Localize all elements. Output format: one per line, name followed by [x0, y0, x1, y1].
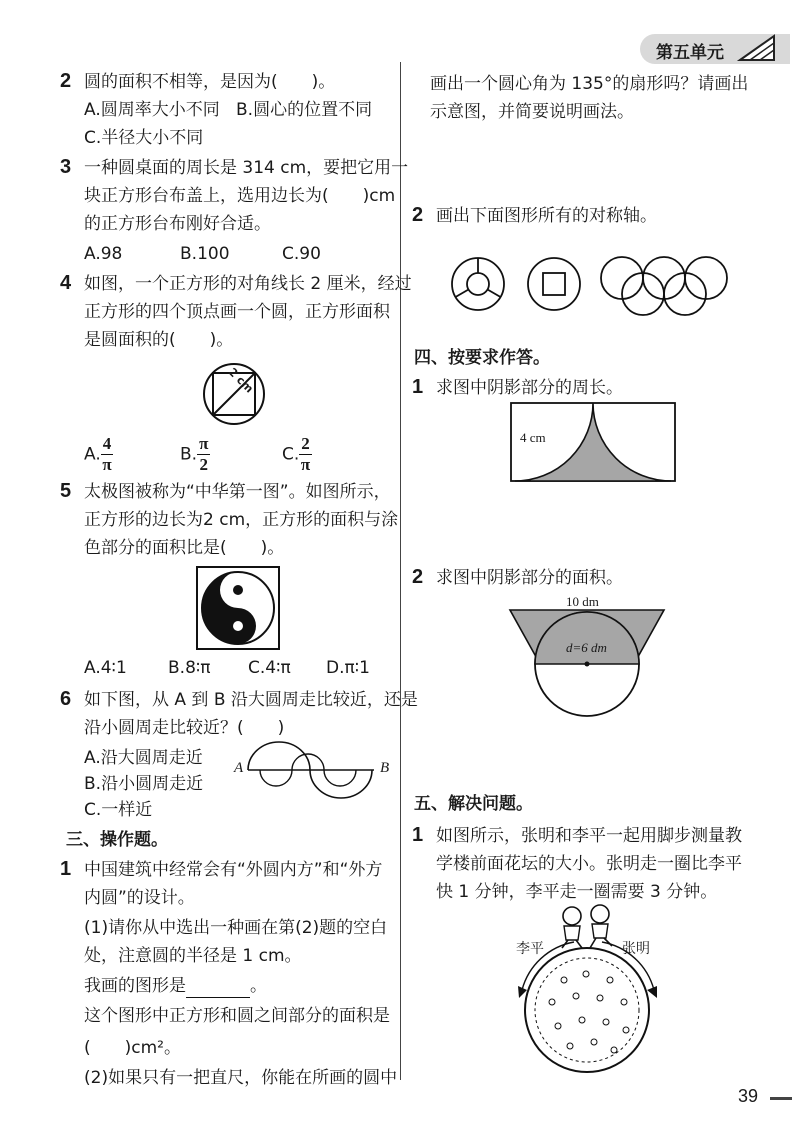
q5-number: 5	[60, 480, 72, 502]
q2-option-b: B.圆心的位置不同	[236, 100, 373, 120]
r2-diameter-label: d=6 dm	[566, 640, 607, 655]
triangle-ruler-icon	[738, 34, 778, 62]
q3-line3: 的正方形台布刚好合适。	[84, 214, 271, 234]
two-kids-icon	[554, 904, 624, 950]
op1-number: 1	[60, 858, 72, 880]
q6-option-b: B.沿小圆周走近	[84, 774, 204, 794]
q5-line1: 太极图被称为“中华第一图”。如图所示，	[84, 482, 391, 502]
column-divider	[400, 62, 401, 1080]
q3-option-c: C.90	[282, 244, 321, 264]
q6-point-a: A	[234, 760, 244, 776]
q4-option-a	[84, 434, 113, 478]
q6-option-c: C.一样近	[84, 800, 153, 820]
q6-line2: 沿小圆周走比较近？( )	[84, 718, 285, 738]
q3-number: 3	[60, 156, 72, 178]
p1-line2: 学楼前面花坛的大小。张明走一圈比李平	[436, 854, 742, 874]
op2-number: 2	[412, 204, 424, 226]
q5-taiji-figure	[196, 566, 280, 650]
q4-line1: 如图，一个正方形的对角线长 2 厘米，经过	[84, 274, 412, 294]
q4-option-b-numerator: π	[199, 434, 209, 453]
q4-option-a-fraction	[101, 434, 114, 475]
q6-option-a: A.沿大圆周走近	[84, 748, 203, 768]
q3-line1: 一种圆桌面的周长是 314 cm，要把它用一	[84, 158, 409, 178]
q6-arcs-figure	[246, 742, 376, 802]
q5-option-d: D.π∶1	[326, 658, 370, 678]
q5-option-b: B.8∶π	[168, 658, 211, 678]
q4-option-b-denominator: 2	[199, 455, 208, 474]
name-left-label: 李平	[516, 941, 544, 957]
op1-line5-prefix: 我画的图形是	[84, 976, 186, 996]
q4-option-c-fraction	[299, 434, 312, 475]
r2-top-label: 10 dm	[566, 594, 599, 609]
op2-text: 画出下面图形所有的对称轴。	[436, 206, 657, 226]
q4-figure-label: 2 cm	[225, 365, 256, 396]
q2-stem: 圆的面积不相等，是因为( )。	[84, 72, 336, 92]
op1-line7: ( )cm²。	[84, 1038, 181, 1058]
p1-line3: 快 1 分钟，李平走一圈需要 3 分钟。	[436, 882, 718, 902]
p1-number: 1	[412, 824, 424, 846]
section-3-title: 三、操作题。	[66, 830, 168, 850]
q4-option-c-numerator: 2	[301, 434, 310, 453]
q3-option-a: A.98	[84, 244, 123, 264]
q2-option-a: A.圆周率大小不同	[84, 100, 220, 120]
op1-line8: (2)如果只有一把直尺，你能在所画的圆中	[84, 1068, 398, 1088]
q4-option-b	[180, 434, 210, 478]
r1-figure-label: 4 cm	[520, 430, 546, 445]
op1-line4: 处，注意圆的半径是 1 cm。	[84, 946, 302, 966]
q4-option-c	[282, 434, 312, 478]
q2-number: 2	[60, 70, 72, 92]
q4-option-c-prefix: C.	[282, 444, 300, 465]
q5-line2: 正方形的边长为2 cm，正方形的面积与涂	[84, 510, 399, 530]
name-right-label: 张明	[622, 941, 650, 957]
q6-point-b: B	[380, 760, 390, 776]
op1-line2: 内圆”的设计。	[84, 888, 195, 908]
q5-option-a: A.4∶1	[84, 658, 127, 678]
r1-text: 求图中阴影部分的周长。	[436, 378, 623, 398]
unit-label: 第五单元	[656, 43, 724, 63]
op1-line1: 中国建筑中经常会有“外圆内方”和“外方	[84, 860, 383, 880]
op1-line5-suffix: 。	[250, 976, 267, 996]
q4-option-b-fraction	[197, 434, 210, 475]
page-number: 39	[738, 1086, 759, 1106]
q4-number: 4	[60, 272, 72, 294]
op1-line6: 这个图形中正方形和圆之间部分的面积是	[84, 1006, 390, 1026]
q4-line2: 正方形的四个顶点画一个圆，正方形面积	[84, 302, 390, 322]
q4-line3: 是圆面积的( )。	[84, 330, 234, 350]
symmetry-shapes-figure	[450, 254, 760, 318]
q2-option-c: C.半径大小不同	[84, 128, 204, 148]
continued-line1: 画出一个圆心角为 135°的扇形吗？请画出	[430, 74, 749, 94]
q5-line3: 色部分的面积比是( )。	[84, 538, 285, 558]
q4-option-b-prefix: B.	[180, 444, 198, 465]
op1-line5	[84, 974, 267, 998]
section-5-title: 五、解决问题。	[414, 794, 533, 814]
r2-shaded-figure	[510, 608, 670, 718]
page-number-rule	[770, 1097, 792, 1100]
r2-number: 2	[412, 566, 424, 588]
p1-line1: 如图所示，张明和李平一起用脚步测量教	[436, 826, 742, 846]
q5-option-c: C.4∶π	[248, 658, 291, 678]
q4-option-a-numerator: 4	[102, 434, 112, 453]
op1-answer-blank[interactable]	[186, 979, 250, 998]
r1-number: 1	[412, 376, 424, 398]
q6-number: 6	[60, 688, 72, 710]
q3-option-b: B.100	[180, 244, 230, 264]
op1-line3: (1)请你从中选出一种画在第(2)题的空白	[84, 918, 388, 938]
continued-line2: 示意图，并简要说明画法。	[430, 102, 634, 122]
section-4-title: 四、按要求作答。	[414, 348, 550, 368]
q4-option-c-denominator: π	[300, 455, 311, 474]
r2-text: 求图中阴影部分的面积。	[436, 568, 623, 588]
q6-line1: 如下图，从 A 到 B 沿大圆周走比较近，还是	[84, 690, 418, 710]
q4-option-a-denominator: π	[102, 455, 112, 474]
q4-option-a-prefix: A.	[84, 444, 101, 465]
q3-line2: 块正方形台布盖上，选用边长为( )cm	[84, 186, 396, 206]
